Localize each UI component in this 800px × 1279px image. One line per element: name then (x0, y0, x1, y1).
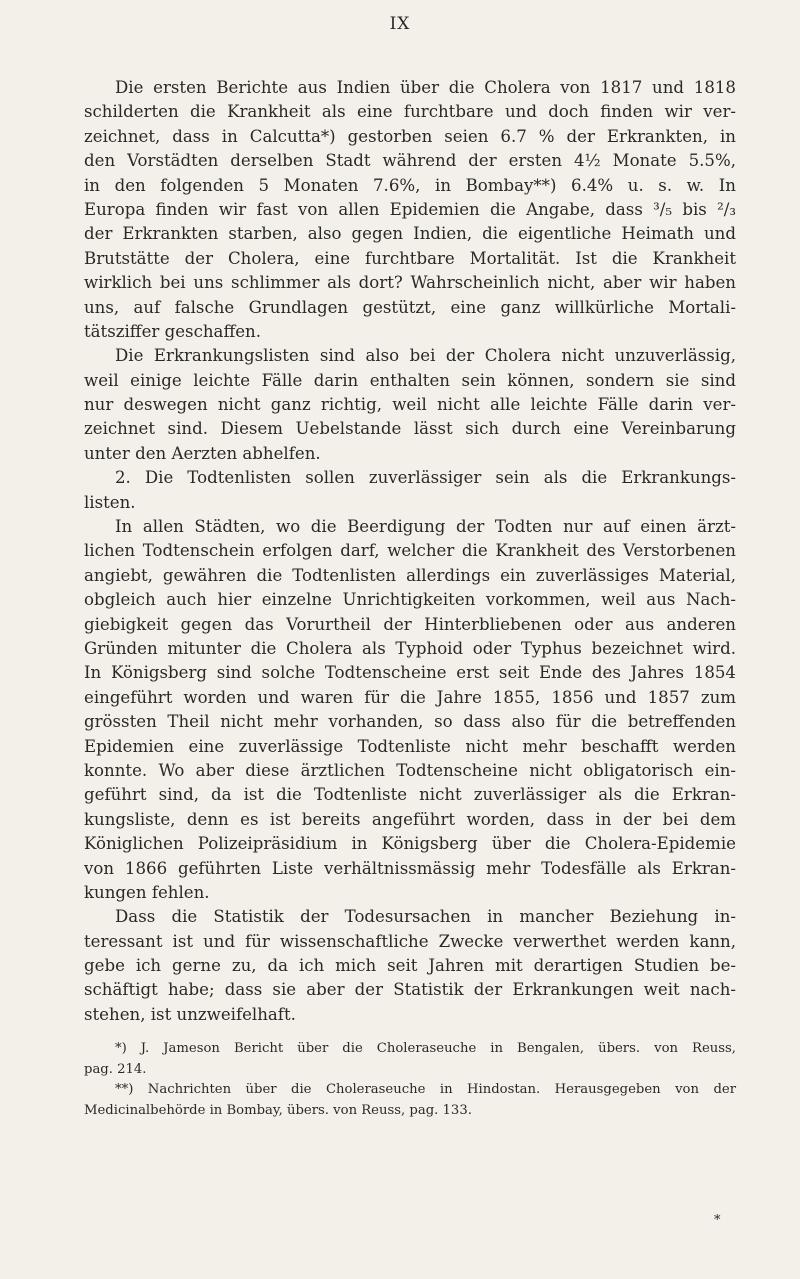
text-line: In Königsberg sind solche Todtenscheine erst seit Ende des Jahres 1854 (84, 663, 736, 683)
footnote-line: *) J. Jameson Bericht über die Choleraseuche in Bengalen, übers. von Reuss, (115, 1041, 736, 1056)
text-line: den Vorstädten derselben Stadt während der ersten 4½ Monate 5.5%, (84, 151, 736, 171)
text-line: weil einige leichte Fälle darin enthalten sein können, sondern sie sind (84, 370, 736, 390)
text-line: obgleich auch hier einzelne Unrichtigkeiten vorkommen, weil aus Nach- (84, 590, 736, 610)
text-line: der Erkrankten starben, also gegen Indien, die eigentliche Heimath und (84, 224, 736, 244)
text-line: zeichnet, dass in Calcutta*) gestorben seien 6.7 % der Erkrankten, in (84, 126, 736, 146)
text-line: gebe ich gerne zu, da ich mich seit Jahren mit derartigen Studien be- (84, 956, 736, 976)
text-line: Dass die Statistik der Todesursachen in mancher Beziehung in- (115, 907, 736, 927)
text-line: Die Erkrankungslisten sind also bei der Cholera nicht unzuverlässig, (115, 346, 736, 366)
signature-mark: * (714, 1213, 721, 1228)
text-line: Europa finden wir fast von allen Epidemien die Angabe, dass ³/₅ bis ²/₃ (84, 199, 736, 219)
text-line: tätsziffer geschaffen. (84, 321, 262, 341)
section-heading: 2. Die Todtenlisten sollen zuverlässiger sein als die Erkrankungs- (115, 468, 736, 488)
text-line: schilderten die Krankheit als eine furchtbare und doch finden wir ver- (84, 102, 736, 122)
text-line: in den folgenden 5 Monaten 7.6%, in Bombay**) 6.4% u. s. w. In (84, 175, 736, 195)
footnote-line: **) Nachrichten über die Choleraseuche in Hindostan. Herausgegeben von der (115, 1082, 736, 1097)
text-line: Die ersten Berichte aus Indien über die Cholera von 1817 und 1818 (115, 78, 736, 97)
body-text (84, 76, 736, 1027)
text-line: von 1866 geführten Liste verhältnissmässig mehr Todesfälle als Erkran- (84, 858, 736, 878)
text-line: lichen Todtenschein erfolgen darf, welcher die Krankheit des Verstorbenen (84, 541, 736, 561)
text-line: Königlichen Polizeipräsidium in Königsberg über die Cholera-Epidemie (84, 834, 736, 854)
text-line: stehen, ist unzweifelhaft. (84, 1004, 296, 1024)
text-line: schäftigt habe; dass sie aber der Statistik der Erkrankungen weit nach- (84, 980, 736, 1000)
text-line: zeichnet sind. Diesem Uebelstande lässt sich durch eine Vereinbarung (84, 419, 736, 439)
page-number: IX (389, 14, 411, 34)
text-line: geführt sind, da ist die Todtenliste nicht zuverlässiger als die Erkran- (84, 785, 736, 805)
text-line: kungsliste, denn es ist bereits angeführt worden, dass in der bei dem (84, 809, 736, 829)
text-line: Gründen mitunter die Cholera als Typhoid oder Typhus bezeichnet wird. (84, 638, 736, 658)
text-line: unter den Aerzten abhelfen. (84, 443, 321, 463)
section-heading: listen. (84, 492, 136, 512)
text-line: teressant ist und für wissenschaftliche Zwecke verwerthet werden kann, (84, 931, 736, 951)
text-line: konnte. Wo aber diese ärztlichen Todtenscheine nicht obligatorisch ein- (84, 760, 736, 780)
text-line: In allen Städten, wo die Beerdigung der Todten nur auf einen ärzt- (115, 517, 736, 537)
text-line: wirklich bei uns schlimmer als dort? Wahrscheinlich nicht, aber wir haben (84, 273, 736, 293)
text-line: uns, auf falsche Grundlagen gestützt, eine ganz willkürliche Mortali- (84, 297, 736, 317)
text-line: eingeführt worden und waren für die Jahre 1855, 1856 und 1857 zum (84, 687, 736, 707)
text-line: angiebt, gewähren die Todtenlisten allerdings ein zuverlässiges Material, (84, 565, 736, 585)
text-line: giebigkeit gegen das Vorurtheil der Hinterbliebenen oder aus anderen (84, 614, 736, 634)
footnote-line: pag. 214. (84, 1061, 147, 1077)
text-line: Brutstätte der Cholera, eine furchtbare Mortalität. Ist die Krankheit (84, 248, 736, 268)
text-line: grössten Theil nicht mehr vorhanden, so dass also für die betreffenden (84, 712, 736, 732)
footnotes (84, 1039, 736, 1121)
text-line: kungen fehlen. (84, 882, 210, 902)
footnote-line: Medicinalbehörde in Bombay, übers. von Reuss, pag. 133. (84, 1102, 472, 1118)
text-line: Epidemien eine zuverlässige Todtenliste nicht mehr beschafft werden (84, 736, 736, 756)
text-line: nur deswegen nicht ganz richtig, weil nicht alle leichte Fälle darin ver- (84, 395, 736, 415)
